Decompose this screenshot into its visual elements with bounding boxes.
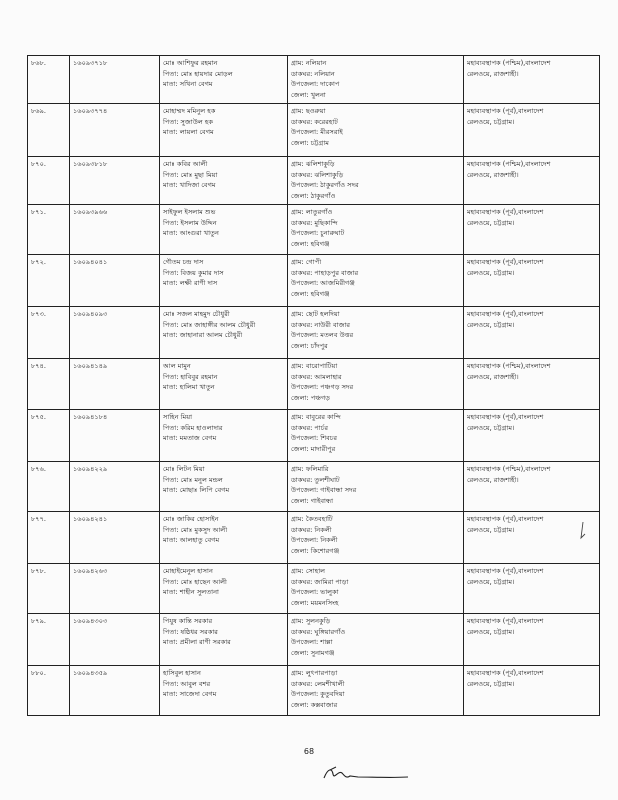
address-line: গ্রাম: ছওরুয়া [291,107,326,115]
address-line: উপজেলা: চুনারুঘাট [291,229,345,237]
record-row [28,666,600,716]
roll-number-cell: ১৬০৯৩৭১৮ [70,56,160,104]
record-row [28,157,600,205]
posting-line: রেলওয়ে, চট্টগ্রাম। [467,525,515,534]
posting-line: রেলওয়ে, চট্টগ্রাম। [467,268,515,277]
serial-number-cell: ৮৭২. [28,255,70,307]
candidate-info-line: পিযুষ কান্তি সরকার [163,617,213,625]
posting-line: মহাব্যবস্থাপক (পূর্ব),বাংলাদেশ [467,310,544,318]
posting-office-cell [464,462,600,512]
record-row [28,307,600,359]
posting-office-cell [464,104,600,157]
address-line: জেলা: কক্সবাজার [291,700,338,709]
roll-number-cell: ১৬০৯৩৮১৮ [70,157,160,205]
address-line: উপজেলা: ঠাকুরগাঁও সদর [291,181,359,189]
candidate-info-line: মোঃ জাকির হোসাইন [163,515,219,523]
serial-number-cell: ৮৬৮. [28,56,70,104]
posting-line: রেলওয়ে, রাজশাহী। [467,170,519,179]
posting-line: মহাব্যবস্থাপক (পূর্ব),বাংলাদেশ [467,413,544,421]
candidate-info-line: হাসিবুল হাসান [163,669,201,677]
candidate-name-cell [160,157,288,205]
posting-office-cell [464,666,600,716]
address-cell [288,205,464,255]
record-row [28,205,600,255]
address-line: উপজেলা: মতলব উত্তর [291,331,354,339]
posting-line: রেলওয়ে, চট্টগ্রাম। [467,423,515,432]
record-row [28,512,600,564]
address-line: উপজেলা: দাকোপ [291,80,340,88]
candidate-info-line: মোঃ কবির আলী [163,160,208,168]
address-line: জেলা: হবিগঞ্জ [291,289,330,298]
posting-office-cell [464,205,600,255]
address-line: উপজেলা: শাল্লা [291,638,333,646]
address-line: ডাকঘর: নলিয়ান [291,69,335,78]
candidate-name-cell [160,56,288,104]
address-cell [288,462,464,512]
posting-office-cell [464,359,600,410]
record-row [28,104,600,157]
candidate-info-line: মাতা: মমতাজ বেগম [163,434,217,442]
address-line: গ্রাম: ছোট হলদিয়া [291,310,340,318]
address-line: জেলা: ময়মনসিংহ [291,598,339,607]
candidate-name-cell [160,104,288,157]
candidate-info-line: পিতা: আবুল বশর [163,679,211,688]
posting-line: মহাব্যবস্থাপক (পূর্ব),বাংলাদেশ [467,208,544,216]
address-cell [288,614,464,666]
address-line: ডাকঘর: করেরহাট [291,117,338,126]
serial-number-cell: ৮৭৯. [28,614,70,666]
posting-office-cell [464,410,600,462]
address-cell [288,307,464,359]
address-line: ডাকঘর: তুলশীঘাট [291,475,340,484]
address-line: জেলা: সুনামগঞ্জ [291,648,335,657]
records-table-body [28,56,600,716]
posting-line: রেলওয়ে, চট্টগ্রাম। [467,320,515,329]
candidate-info-line: পিতা: মোঃ জাহাঙ্গীর আলম চৌধুরী [163,320,256,329]
candidate-info-line: মোহাইমেনুল হাসান [163,567,213,575]
candidate-name-cell [160,614,288,666]
posting-line: রেলওয়ে, চট্টগ্রাম। [467,577,515,586]
address-line: জেলা: মাদারীপুর [291,444,336,453]
address-line: ডাকঘর: মুছিকান্দি [291,218,338,227]
serial-number-cell: ৮৭৪. [28,359,70,410]
address-line: গ্রাম: বাবুরের কান্দি [291,413,341,421]
address-line: উপজেলা: নিকলী [291,536,338,544]
address-line: গ্রাম: লাতুরগাঁও [291,208,333,216]
serial-number-cell: ৮৭১. [28,205,70,255]
address-line: গ্রাম: নলিয়ান [291,59,327,67]
roll-number-cell: ১৬০৯৪১৮৪ [70,410,160,462]
serial-number-cell: ৮৭৩. [28,307,70,359]
posting-line: রেলওয়ে, রাজশাহী। [467,372,519,381]
address-cell [288,512,464,564]
address-line: গ্রাম: ফলিমারি [291,465,329,473]
address-line: গ্রাম: সুলনকুড়ি [291,617,331,625]
serial-number-cell: ৮৭০. [28,157,70,205]
candidate-info-line: মাতা: প্রমীলা রাণী সরকার [163,638,231,646]
address-line: জেলা: গাইবান্ধা [291,496,334,505]
address-line: ডাকঘর: লেমশীখালী [291,679,345,688]
address-line: গ্রাম: কৈতবহাটি [291,515,333,523]
posting-line: রেলওয়ে, রাজশাহী। [467,475,519,484]
record-row [28,564,600,614]
candidate-info-line: মাতা: আংগুরা খাতুন [163,229,219,237]
posting-line: রেলওয়ে, রাজশাহী। [467,69,519,78]
posting-line: মহাব্যবস্থাপক (পশ্চিম),বাংলাদেশ [467,465,551,473]
candidate-info-line: পিতা: ইসলাম উদ্দিন [163,218,217,227]
serial-number-cell: ৮৭৬. [28,462,70,512]
address-line: গ্রাম: বারোপাটিয়া [291,362,338,370]
address-cell [288,104,464,157]
address-line: উপজেলা: গাইবান্ধা সদর [291,486,357,494]
address-line: গ্রাম: সোহাল [291,567,326,575]
candidate-info-line: মাতা: হালিমা খাতুন [163,383,215,391]
posting-line: রেলওয়ে, চট্টগ্রাম। [467,679,515,688]
posting-line: মহাব্যবস্থাপক (পশ্চিম),বাংলাদেশ [467,362,551,370]
candidate-info-line: মাতা: সখিনা বেগম [163,80,213,88]
candidate-name-cell [160,512,288,564]
posting-line: মহাব্যবস্থাপক (পশ্চিম),বাংলাদেশ [467,59,551,67]
candidate-info-line: পিতা: মোঃ মুকসুদ আলী [163,525,228,534]
address-line: উপজেলা: মীরসরাই [291,128,343,136]
candidate-info-line: মোঃ সজল মাহমুদ চৌধুরী [163,310,230,318]
posting-office-cell [464,157,600,205]
record-row [28,359,600,410]
candidate-info-line: মাতা: সাজেদা বেগম [163,690,217,698]
candidate-info-line: মোঃ লিটন মিয়া [163,465,205,473]
posting-line: মহাব্যবস্থাপক (পূর্ব),বাংলাদেশ [467,617,544,625]
posting-line: মহাব্যবস্থাপক (পূর্ব),বাংলাদেশ [467,669,544,677]
candidate-info-line: পিতা: সুজাউল হক [163,117,213,126]
address-line: ডাকঘর: পাহাড়পুর বাজার [291,268,359,277]
address-line: ডাকঘর: আমলাহার [291,372,342,381]
posting-office-cell [464,307,600,359]
address-line: উপজেলা: শিবচর [291,434,337,442]
candidate-info-line: পিতা: ষষ্ঠিধর সরকার [163,627,218,636]
candidate-info-line: মোঃ আশিফুর রহমান [163,59,218,67]
page-number: 68 [303,747,315,756]
candidate-name-cell [160,205,288,255]
posting-office-cell [464,614,600,666]
address-cell [288,255,464,307]
candidate-name-cell [160,255,288,307]
candidate-info-line: পিতা: মোঃ হাছেন আলী [163,577,227,586]
address-line: জেলা: চাঁদপুর [291,341,328,350]
records-table [27,55,600,716]
record-row [28,255,600,307]
address-line: ডাকঘর: পাৰ্চর [291,423,328,432]
candidate-info-line: পিতা: করিম হাওলাদার [163,423,223,432]
address-line: উপজেলা: পঞ্চগড় সদর [291,383,354,391]
roll-number-cell: ১৬০৯৪২২৯ [70,462,160,512]
candidate-info-line: মাতা: লায়লা বেগম [163,128,214,136]
address-cell [288,410,464,462]
candidate-name-cell [160,359,288,410]
posting-line: রেলওয়ে, চট্টগ্রাম। [467,218,515,227]
roll-number-cell: ১৬০৯৪২৬৩ [70,564,160,614]
candidate-info-line: মাতা: আলহাতু বেগম [163,536,220,544]
serial-number-cell: ৮৭৮. [28,564,70,614]
candidate-info-line: মাতা: শাহীন সুলতানা [163,588,219,596]
candidate-info-line: মাতা: লক্ষী রাণী দাস [163,279,218,287]
address-line: গ্রাম: লুৎপারপাড়া [291,669,338,677]
address-line: জেলা: পঞ্চগড় [291,393,330,402]
candidate-name-cell [160,307,288,359]
candidate-info-line: মাতা: খাদিজা বেগম [163,181,216,189]
candidate-info-line: পিতা: মোঃ মুছা মিয়া [163,170,218,179]
address-line: জেলা: চট্টগ্রাম [291,138,329,147]
serial-number-cell: ৮৬৯. [28,104,70,157]
roll-number-cell: ১৬০৯৪০৪১ [70,255,160,307]
roll-number-cell: ১৬০৯৪০৯৩ [70,307,160,359]
record-row [28,614,600,666]
candidate-name-cell [160,410,288,462]
posting-office-cell [464,564,600,614]
candidate-info-line: পিতা: হাবিবুর রহমান [163,372,218,381]
address-line: উপজেলা: ভালুকা [291,588,339,596]
address-line: ডাকঘর: নিকলী [291,525,332,534]
posting-line: মহাব্যবস্থাপক (পূর্ব),বাংলাদেশ [467,567,544,575]
record-row [28,56,600,104]
address-cell [288,564,464,614]
roll-number-cell: ১৬০৯৪৩০৩ [70,614,160,666]
serial-number-cell: ৮৭৭. [28,512,70,564]
candidate-info-line: সাহিন মিয়া [163,413,192,421]
roll-number-cell: ১৬০৯৪৩৫৯ [70,666,160,716]
posting-line: মহাব্যবস্থাপক (পূর্ব),বাংলাদেশ [467,107,544,115]
roll-number-cell: ১৬০৯৩৯৬৬ [70,205,160,255]
signature-mark [320,764,415,786]
candidate-info-line: গৌতম চন্দ্র দাস [163,258,204,266]
posting-office-cell [464,255,600,307]
address-line: ডাকঘর: ঝলিশাকুড়ি [291,170,344,179]
roll-number-cell: ১৬০৯৪২৪১ [70,512,160,564]
address-line: ডাকঘর: নাউরী বাজার [291,320,351,329]
address-line: জেলা: খুলনা [291,90,326,99]
candidate-info-line: মোহাম্মদ মমিনুল হক [163,107,216,115]
address-line: উপজেলা: কুতুবদিয়া [291,690,345,698]
posting-office-cell [464,56,600,104]
serial-number-cell: ৮৮০. [28,666,70,716]
candidate-info-line: পিতা: মোঃ হায়দার মোড়ল [163,69,233,78]
address-line: জেলা: হবিগঞ্জ [291,239,330,248]
posting-line: মহাব্যবস্থাপক (পশ্চিম),বাংলাদেশ [467,160,551,168]
candidate-info-line: সাইফুল ইসলাম শুভ [163,208,216,216]
address-cell [288,56,464,104]
margin-tick-mark [577,520,587,544]
roll-number-cell: ১৬০৯৩৭৭৪ [70,104,160,157]
address-line: ডাকঘর: ঘুঙ্গিয়ারগাঁও [291,627,346,636]
candidate-name-cell [160,666,288,716]
address-line: উপজেলা: আজমিরীগঞ্জ [291,279,355,287]
candidate-info-line: মাতা: মোছাঃ লিপি বেগম [163,486,230,494]
address-line: গ্রাম: ঝলিশাকুড়ি [291,160,335,168]
candidate-info-line: আল মামুন [163,362,191,370]
serial-number-cell: ৮৭৫. [28,410,70,462]
candidate-name-cell [160,462,288,512]
posting-line: মহাব্যবস্থাপক (পূর্ব),বাংলাদেশ [467,258,544,266]
roll-number-cell: ১৬০৯৪১৪৯ [70,359,160,410]
candidate-info-line: মাতা: জাহানারা আলম চৌধুরী [163,331,243,339]
candidate-info-line: পিতা: বিজয় কুমার দাস [163,268,224,277]
address-line: গ্রাম: গোপী [291,258,322,266]
candidate-info-line: পিতা: মোঃ মনুল মন্ডল [163,475,223,484]
address-cell [288,666,464,716]
address-line: ডাকঘর: জামিরা পাড়া [291,577,349,586]
posting-line: মহাব্যবস্থাপক (পূর্ব),বাংলাদেশ [467,515,544,523]
candidate-name-cell [160,564,288,614]
address-line: জেলা: কিশোরগঞ্জ [291,546,340,555]
address-line: জেলা: ঠাকুরগাঁও [291,191,336,200]
address-cell [288,359,464,410]
address-cell [288,157,464,205]
record-row [28,462,600,512]
posting-line: রেলওয়ে, চট্টগ্রাম। [467,117,515,126]
posting-line: রেলওয়ে, চট্টগ্রাম। [467,627,515,636]
record-row [28,410,600,462]
